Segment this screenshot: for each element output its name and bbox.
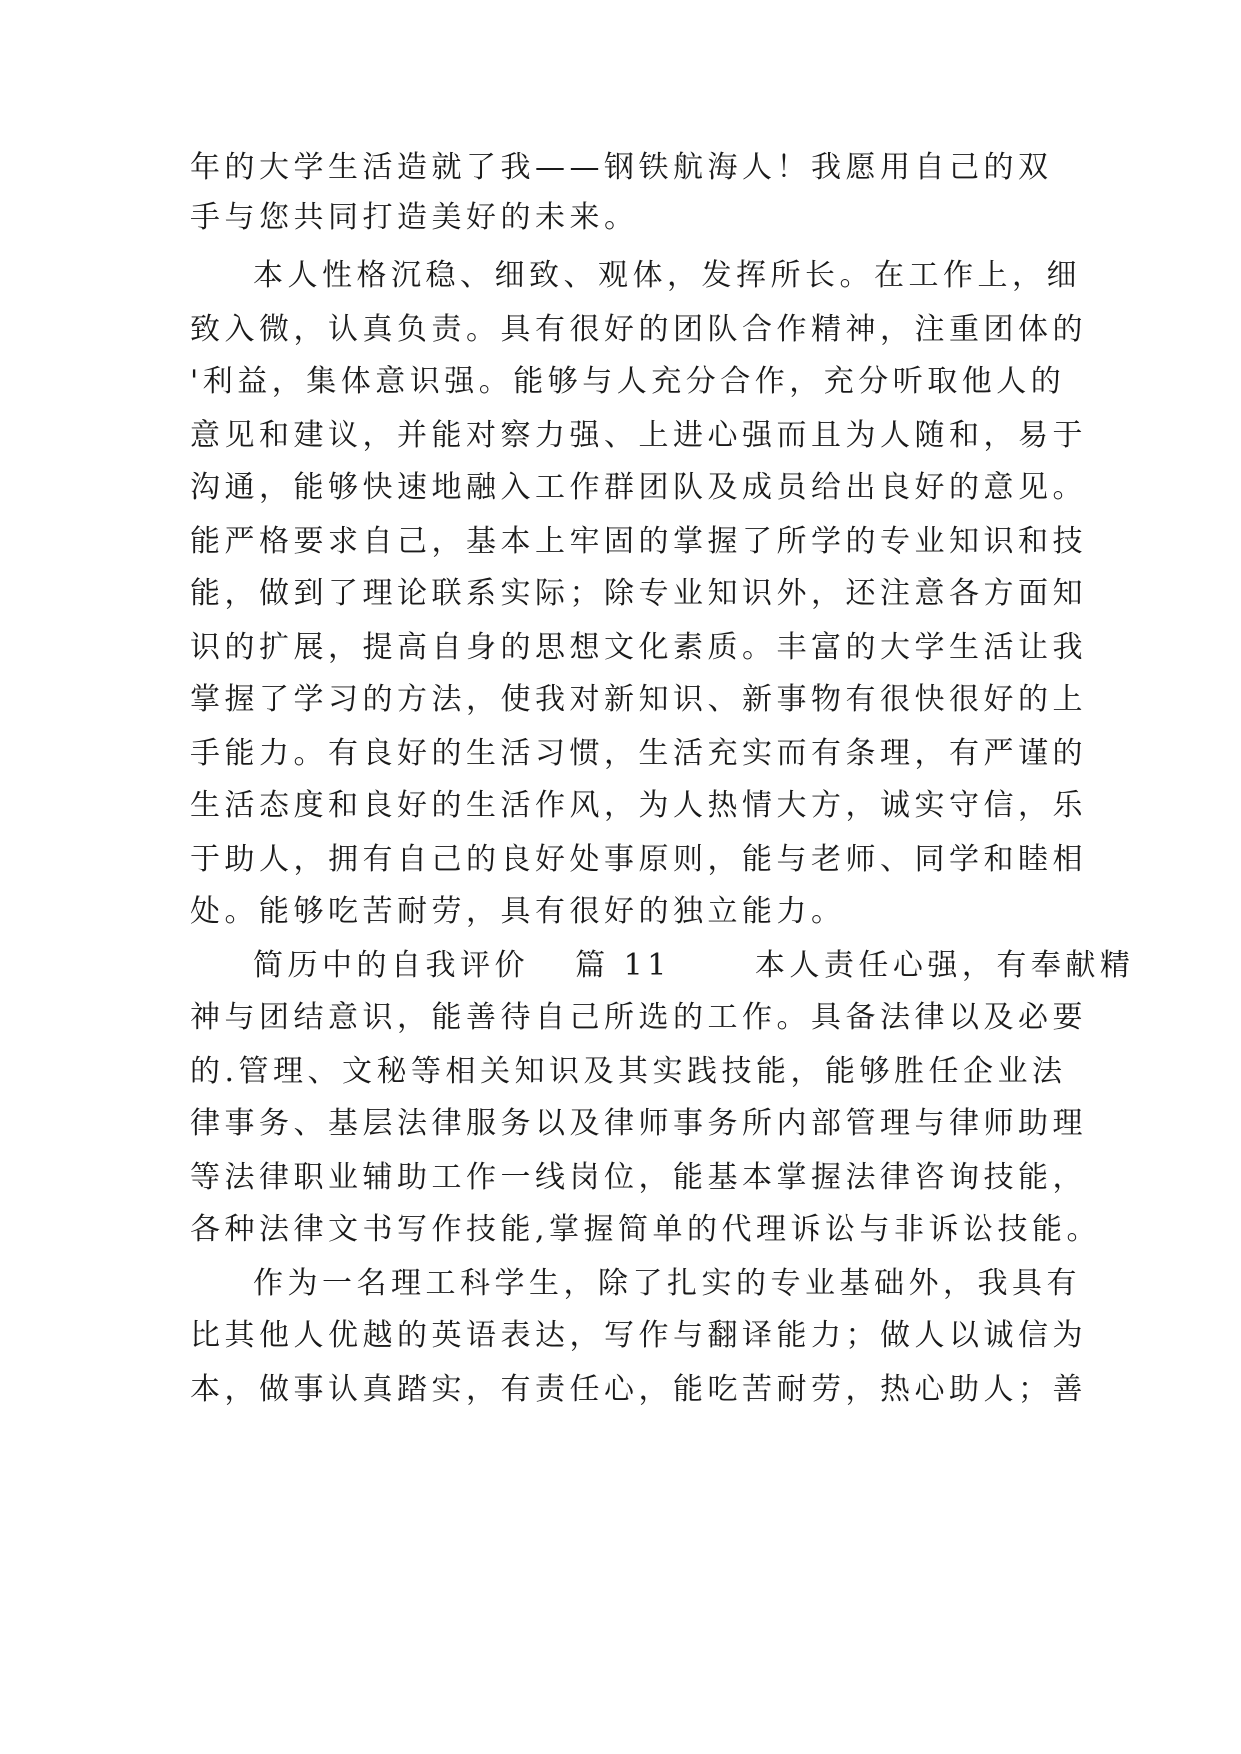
text-line: 意见和建议，并能对察力强、上进心强而且为人随和，易于 (190, 418, 1087, 453)
text-line: 的.管理、文秘等相关知识及其实践技能，能够胜任企业法 (190, 1054, 1067, 1089)
text-line: 比其他人优越的英语表达，写作与翻译能力；做人以诚信为 (190, 1318, 1087, 1353)
text-line: 于助人，拥有自己的良好处事原则，能与老师、同学和睦相 (190, 842, 1087, 877)
paragraph-start-line: 本人性格沉稳、细致、观体，发挥所长。在工作上，细 (253, 258, 1081, 293)
text-line: 掌握了学习的方法，使我对新知识、新事物有很快很好的上 (190, 682, 1087, 717)
text-line: 识的扩展，提高自身的思想文化素质。丰富的大学生活让我 (190, 630, 1087, 665)
text-line: 致入微，认真负责。具有很好的团队合作精神，注重团体的 (190, 312, 1087, 347)
text-line: 律事务、基层法律服务以及律师事务所内部管理与律师助理 (190, 1106, 1087, 1141)
section-number: 篇 11 (575, 948, 671, 983)
text-line: 处。能够吃苦耐劳，具有很好的独立能力。 (190, 894, 846, 929)
text-line: '利益，集体意识强。能够与人充分合作，充分听取他人的 (190, 364, 1066, 399)
text-line: 沟通，能够快速地融入工作群团队及成员给出良好的意见。 (190, 470, 1087, 505)
text-line: 本，做事认真踏实，有责任心，能吃苦耐劳，热心助人；善 (190, 1372, 1087, 1407)
section-heading-line (253, 946, 1133, 986)
text-line: 生活态度和良好的生活作风，为人热情大方，诚实守信，乐 (190, 788, 1087, 823)
text-line: 能，做到了理论联系实际；除专业知识外，还注意各方面知 (190, 576, 1087, 611)
section-title: 简历中的自我评价 (253, 948, 529, 983)
section-text: 本人责任心强，有奉献精 (754, 948, 1135, 983)
text-line: 年的大学生活造就了我——钢铁航海人！我愿用自己的双 (190, 150, 1053, 185)
text-line: 手能力。有良好的生活习惯，生活充实而有条理，有严谨的 (190, 736, 1087, 771)
text-line: 神与团结意识，能善待自己所选的工作。具备法律以及必要 (190, 1000, 1087, 1035)
paragraph-start-line: 作为一名理工科学生，除了扎实的专业基础外，我具有 (253, 1266, 1081, 1301)
text-line: 等法律职业辅助工作一线岗位，能基本掌握法律咨询技能， (190, 1160, 1087, 1195)
text-line: 能严格要求自己，基本上牢固的掌握了所学的专业知识和技 (190, 524, 1087, 559)
text-line: 各种法律文书写作技能,掌握简单的代理诉讼与非诉讼技能。 (190, 1212, 1102, 1247)
text-line: 手与您共同打造美好的未来。 (190, 200, 639, 235)
